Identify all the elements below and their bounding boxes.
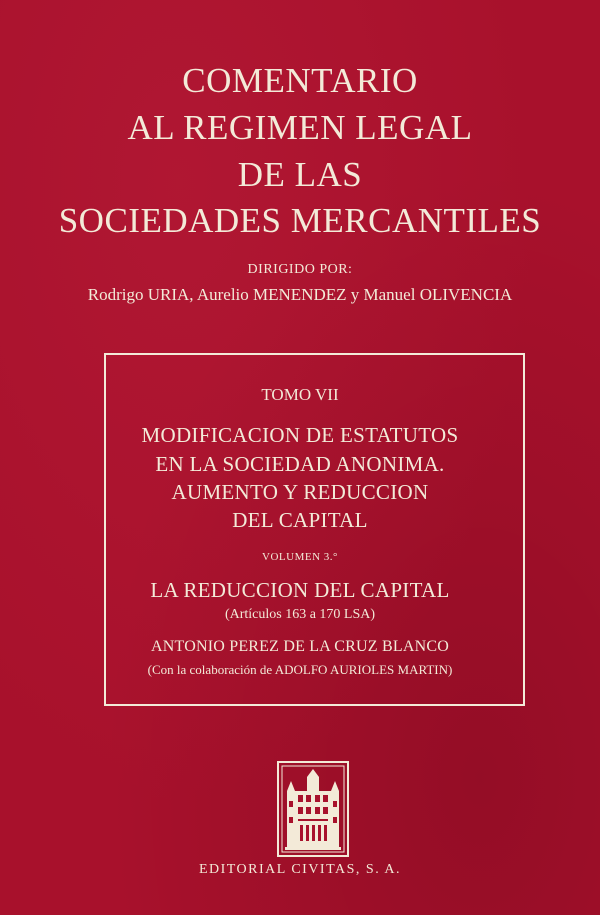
castle-building-icon xyxy=(277,761,349,857)
series-title-line-1: COMENTARIO xyxy=(182,61,418,100)
volume-title-line-3: AUMENTO Y REDUCCION xyxy=(171,480,429,504)
author: ANTONIO PEREZ DE LA CRUZ BLANCO xyxy=(151,638,449,655)
subtitle: LA REDUCCION DEL CAPITAL xyxy=(150,578,450,602)
series-title-line-2: AL REGIMEN LEGAL xyxy=(127,108,473,147)
volume-title-line-2: EN LA SOCIEDAD ANONIMA. xyxy=(155,452,445,476)
volume-title-line-1: MODIFICACION DE ESTATUTOS xyxy=(141,423,459,447)
publisher-name: EDITORIAL CIVITAS, S. A. xyxy=(198,862,402,877)
volume-title-line-4: DEL CAPITAL xyxy=(232,508,368,532)
series-title-line-3: DE LAS xyxy=(237,155,363,194)
series-title-line-4: SOCIEDADES MERCANTILES xyxy=(58,201,542,240)
articles-range: (Artículos 163 a 170 LSA) xyxy=(224,607,376,622)
tomo-label: TOMO VII xyxy=(261,385,339,404)
volumen-label: VOLUMEN 3.° xyxy=(262,551,338,563)
directors: Rodrigo URIA, Aurelio MENENDEZ y Manuel OLIVENCIA xyxy=(87,285,513,304)
directed-by-label: DIRIGIDO POR: xyxy=(247,262,353,277)
collaboration-note: (Con la colaboración de ADOLFO AURIOLES MARTIN) xyxy=(147,662,453,677)
